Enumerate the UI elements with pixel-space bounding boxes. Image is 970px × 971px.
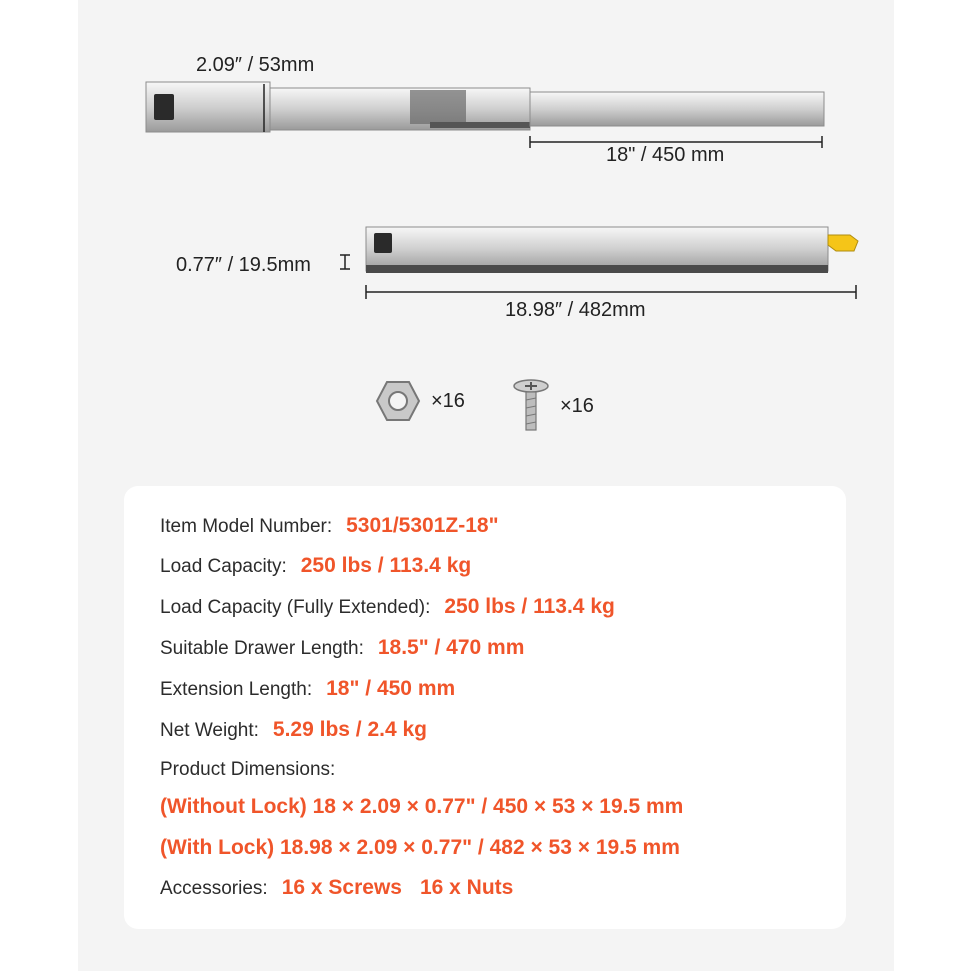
spec-weight-label: Net Weight: [160, 720, 259, 741]
spec-drawer-label: Suitable Drawer Length: [160, 638, 364, 659]
spec-accessories-screws: 16 x Screws [281, 876, 402, 899]
spec-accessories [160, 876, 513, 900]
spec-weight-value: 5.29 lbs / 2.4 kg [272, 718, 428, 741]
spec-dims-without-lock [160, 795, 683, 819]
spec-extension-label: Extension Length: [160, 679, 313, 700]
extension-dimension-label: 18" / 450 mm [606, 144, 725, 166]
screw-icon [512, 378, 550, 434]
closed-rail-illustration [330, 215, 870, 305]
nut-accessory [375, 378, 465, 424]
spec-accessories-nuts: 16 x Nuts [419, 876, 514, 899]
spec-extension-value: 18" / 450 mm [326, 677, 456, 700]
spec-load-ext-value: 250 lbs / 113.4 kg [444, 595, 615, 618]
spec-model-value: 5301/5301Z-18" [346, 514, 499, 537]
spec-load [160, 554, 471, 578]
spec-load-label: Load Capacity: [160, 556, 287, 577]
nut-count: ×16 [431, 389, 465, 412]
spec-drawer-value: 18.5" / 470 mm [377, 636, 525, 659]
spec-accessories-label: Accessories: [160, 878, 268, 899]
length-dimension-label: 18.98″ / 482mm [505, 299, 646, 321]
spec-load-value: 250 lbs / 113.4 kg [300, 554, 472, 577]
spec-load-ext-label: Load Capacity (Fully Extended): [160, 597, 431, 618]
thickness-dimension-label: 0.77″ / 19.5mm [176, 254, 311, 276]
spec-product-dimensions [160, 759, 335, 781]
spec-drawer-length [160, 636, 524, 660]
screw-count: ×16 [560, 394, 594, 417]
spec-dims-with-lock [160, 836, 680, 860]
spec-dims-with-lock-value: (With Lock) 18.98 × 2.09 × 0.77" / 482 × 53 × 19.5 mm [160, 836, 680, 859]
spec-model-label: Item Model Number: [160, 516, 333, 537]
spec-net-weight [160, 718, 427, 742]
spec-load-extended [160, 595, 615, 619]
spec-product-dims-label: Product Dimensions: [160, 759, 336, 780]
hex-nut-icon [375, 378, 421, 424]
spec-dims-without-lock-value: (Without Lock) 18 × 2.09 × 0.77" / 450 × 53 × 19.5 mm [160, 795, 684, 818]
extended-rail-illustration [130, 70, 840, 160]
width-dimension-label: 2.09″ / 53mm [196, 54, 315, 76]
spec-model [160, 514, 499, 538]
spec-extension-length [160, 677, 455, 701]
spec-card [124, 486, 846, 929]
screw-accessory [512, 378, 594, 434]
